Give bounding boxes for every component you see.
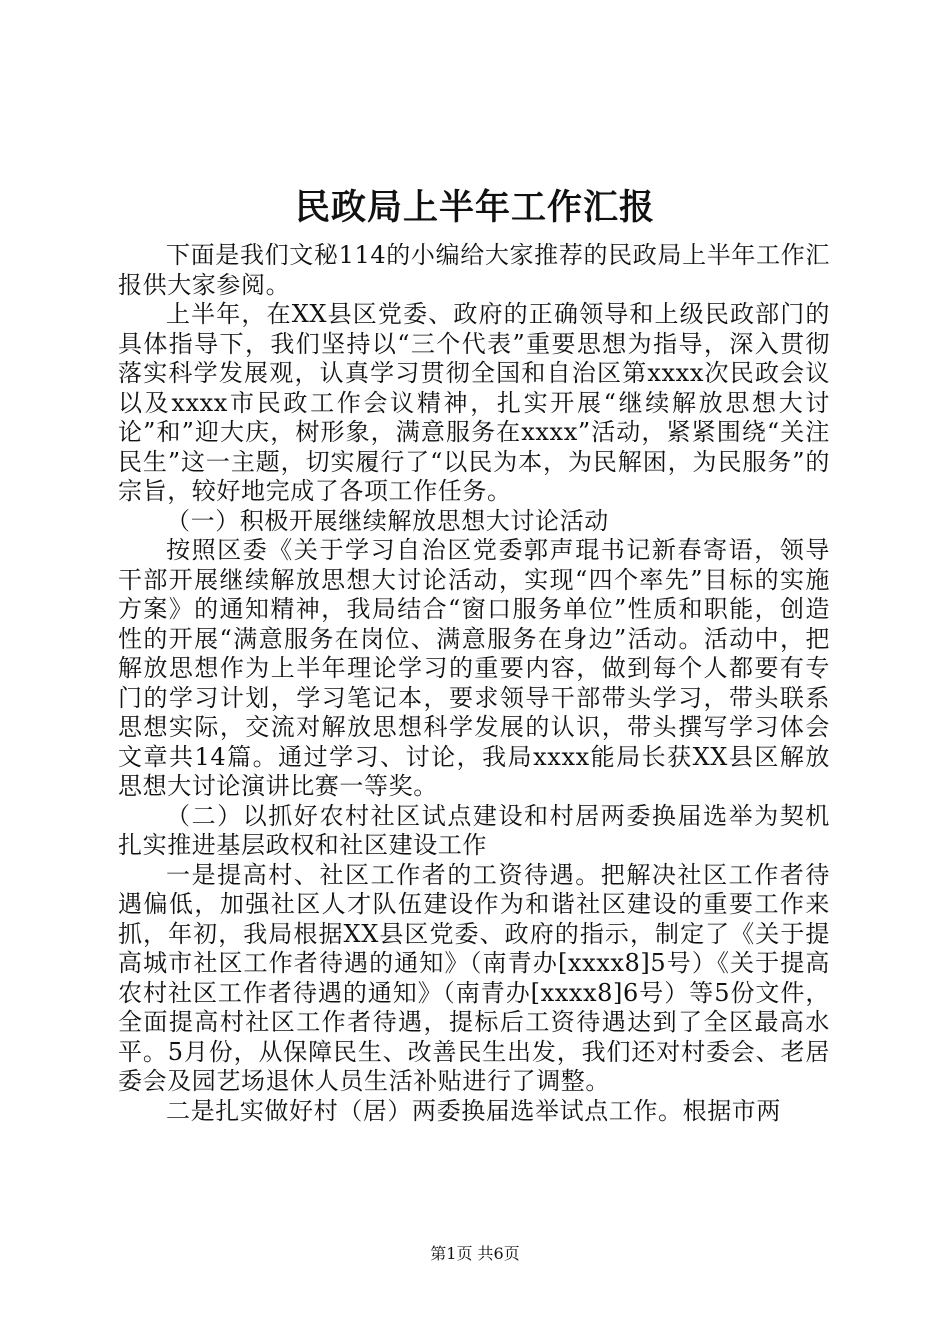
section-heading-2: （二）以抓好农村社区试点建设和村居两委换届选举为契机扎实推进基层政权和社区建设工作 (118, 801, 830, 859)
paragraph-item-2: 二是扎实做好村（居）两委换届选举试点工作。根据市两 (166, 1096, 781, 1125)
section-heading-1: （一）积极开展继续解放思想大讨论活动 (166, 506, 609, 535)
paragraph-section-1: 按照区委《关于学习自治区党委郭声琨书记新春寄语，领导干部开展继续解放思想大讨论活动，实现“四个率先”目标的实施方案》的通知精神，我局结合“窗口服务单位”性质和职能，创造性的开展“满意服务在岗位、满意服务在身边”活动。活动中，把解放思想作为上半年理论学习的重要内容，做到每个人都要有专门的学习计划，学习笔记本，要求领导干部带头学习，带头联系思想实际，交流对解放思想科学发展的认识，带头撰写学习体会文章共14篇。通过学习、讨论，我局xxxx能局长获XX县区解放思想大讨论演讲比赛一等奖。 (118, 536, 830, 800)
paragraph-intro: 下面是我们文秘114的小编给大家推荐的民政局上半年工作汇报供大家参阅。 (118, 241, 830, 299)
document-title: 民政局上半年工作汇报 (294, 188, 655, 228)
document-body (118, 241, 830, 1126)
paragraph-overview: 上半年，在XX县区党委、政府的正确领导和上级民政部门的具体指导下，我们坚持以“三个代表”重要思想为指导，深入贯彻落实科学发展观，认真学习贯彻全国和自治区第xxxx次民政会议以及xxxx市民政工作会议精神，扎实开展“继续解放思想大讨论”和”迎大庆，树形象，满意服务在xxxx”活动，紧紧围绕“关注民生”这一主题，切实履行了“以民为本，为民解困，为民服务”的宗旨，较好地完成了各项工作任务。 (118, 300, 830, 505)
page-number-footer: 第1页 共6页 (430, 1244, 520, 1263)
paragraph-item-1: 一是提高村、社区工作者的工资待遇。把解决社区工作者待遇偏低，加强社区人才队伍建设作为和谐社区建设的重要工作来抓，年初，我局根据XX县区党委、政府的指示，制定了《关于提高城市社区工作者待遇的通知》（南青办[xxxx8]5号）《关于提高农村社区工作者待遇的通知》（南青办[xxxx8]6号）等5份文件，全面提高村社区工作者待遇，提标后工资待遇达到了全区最高水平。5月份，从保障民生、改善民生出发，我们还对村委会、老居委会及园艺场退休人员生活补贴进行了调整。 (118, 860, 830, 1095)
